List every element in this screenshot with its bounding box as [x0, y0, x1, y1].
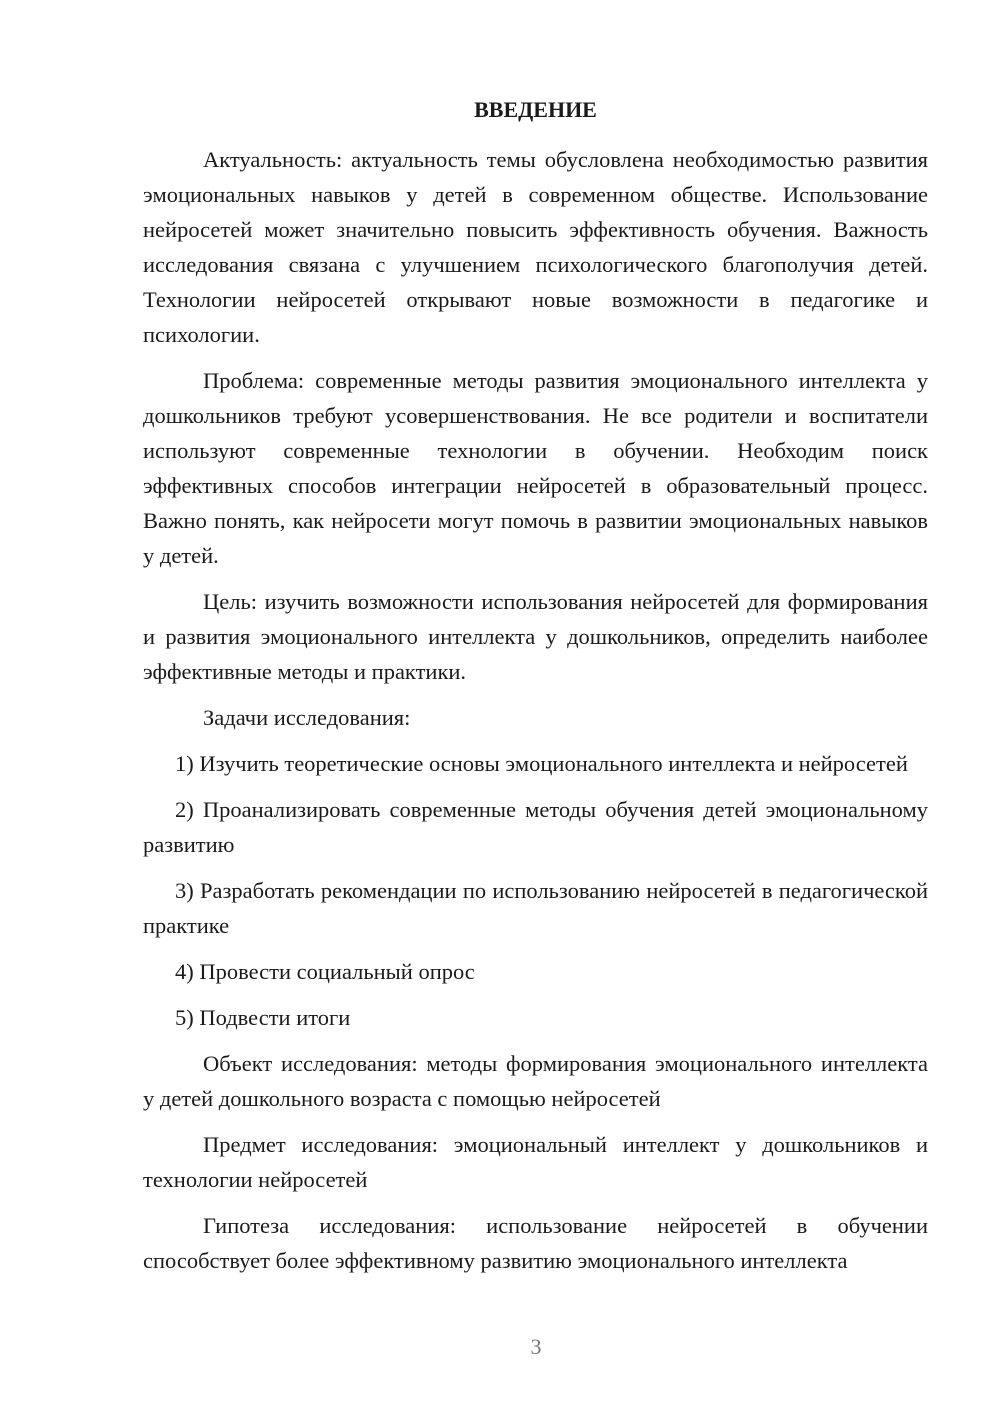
page-number: 3: [530, 1334, 542, 1359]
task-item: 4) Провести социальный опрос: [175, 959, 475, 984]
task-item: 5) Подвести итоги: [175, 1005, 351, 1030]
task-item: 3) Разработать рекомендации по использованию нейросетей в педагогической практике: [143, 878, 928, 938]
paragraph-goal: Цель: изучить возможности использования нейросетей для формирования и развития эмоционального интеллекта у дошкольников, определить наиболее эффективные методы и практики.: [143, 589, 928, 684]
section-title: ВВЕДЕНИЕ: [474, 97, 597, 122]
paragraph-relevance: Актуальность: актуальность темы обусловлена необходимостью развития эмоциональных навыков у детей в современном обществе. Использование нейросетей может значительно повысить эффективность обучения. Важность исследования связана с улучшением психологического благополучия детей. Технологии нейросетей открывают новые возможности в педагогике и психологии.: [143, 147, 928, 347]
paragraph-hypothesis: Гипотеза исследования: использование нейросетей в обучении способствует более эффективному развитию эмоционального интеллекта: [143, 1213, 928, 1273]
page-content: [143, 96, 928, 1289]
paragraph-object: Объект исследования: методы формирования эмоционального интеллекта у детей дошкольного возраста с помощью нейросетей: [143, 1051, 928, 1111]
task-item: 2) Проанализировать современные методы обучения детей эмоциональному развитию: [143, 797, 928, 857]
tasks-heading: Задачи исследования:: [203, 705, 411, 730]
task-item: 1) Изучить теоретические основы эмоционального интеллекта и нейросетей: [175, 751, 908, 776]
paragraph-problem: Проблема: современные методы развития эмоционального интеллекта у дошкольников требуют усовершенствования. Не все родители и воспитатели используют современные технологии в обучении. Необходим поиск эффективных способов интеграции нейросетей в образовательный процесс. Важно понять, как нейросети могут помочь в развитии эмоциональных навыков у детей.: [143, 368, 928, 568]
paragraph-subject: Предмет исследования: эмоциональный интеллект у дошкольников и технологии нейросетей: [143, 1132, 928, 1192]
